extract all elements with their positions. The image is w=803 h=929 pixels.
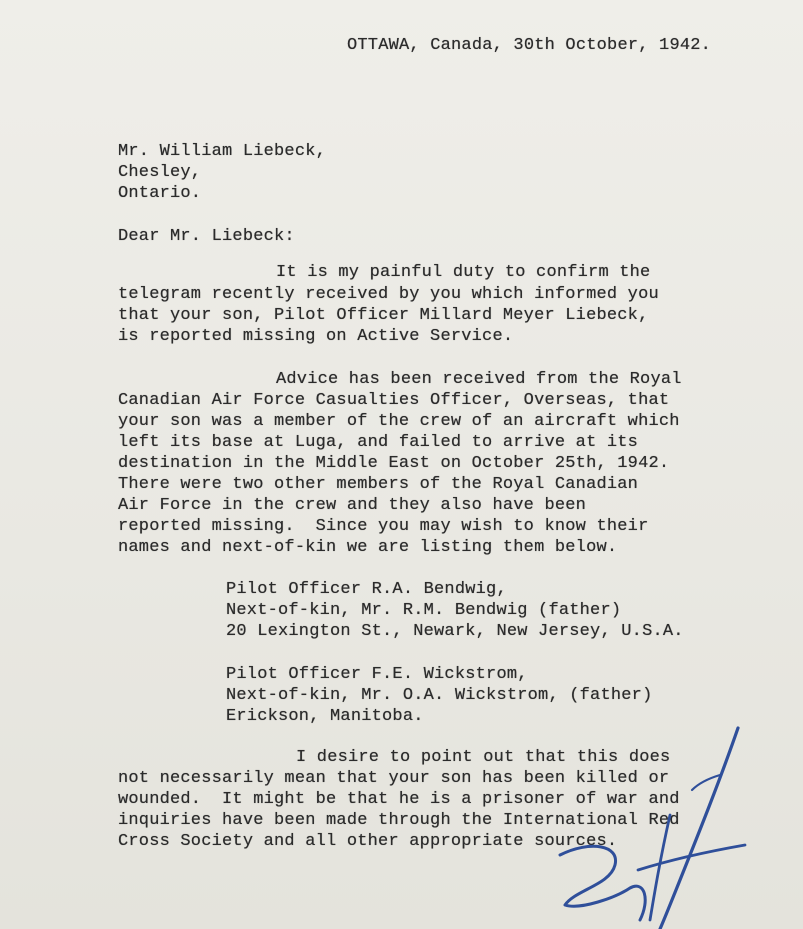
text-line: Advice has been received from the Royal xyxy=(276,370,682,389)
recipient-name: Mr. William Liebeck, xyxy=(118,142,327,161)
text-line: reported missing. Since you may wish to know their xyxy=(118,517,649,536)
handwritten-ink-mark xyxy=(520,720,803,929)
ink-stroke-cross xyxy=(638,815,745,920)
crew-address: 20 Lexington St., Newark, New Jersey, U.S.A. xyxy=(226,622,684,641)
ink-stroke-loop xyxy=(560,846,645,920)
text-line: Air Force in the crew and they also have been xyxy=(118,496,587,515)
crew-name: Pilot Officer F.E. Wickstrom, xyxy=(226,665,528,684)
text-line: Cross Society and all other appropriate sources. xyxy=(118,832,618,851)
crew-name: Pilot Officer R.A. Bendwig, xyxy=(226,580,507,599)
text-line: not necessarily mean that your son has been killed or xyxy=(118,769,670,788)
text-line: destination in the Middle East on October 25th, 1942. xyxy=(118,454,670,473)
text-line: names and next-of-kin we are listing them below. xyxy=(118,538,618,557)
text-line: I desire to point out that this does xyxy=(296,748,671,767)
text-line: wounded. It might be that he is a prisoner of war and xyxy=(118,790,680,809)
text-line: inquiries have been made through the International Red xyxy=(118,811,680,830)
crew-address: Erickson, Manitoba. xyxy=(226,707,424,726)
crew-next-of-kin: Next-of-kin, Mr. O.A. Wickstrom, (father) xyxy=(226,686,653,705)
text-line: your son was a member of the crew of an aircraft which xyxy=(118,412,680,431)
salutation: Dear Mr. Liebeck: xyxy=(118,227,295,246)
ink-stroke-long xyxy=(660,728,738,929)
text-line: left its base at Luga, and failed to arrive at its xyxy=(118,433,639,452)
recipient-town: Chesley, xyxy=(118,163,202,182)
text-line: is reported missing on Active Service. xyxy=(118,327,514,346)
text-line: that your son, Pilot Officer Millard Meyer Liebeck, xyxy=(118,306,649,325)
recipient-province: Ontario. xyxy=(118,184,202,203)
crew-next-of-kin: Next-of-kin, Mr. R.M. Bendwig (father) xyxy=(226,601,622,620)
text-line: telegram recently received by you which informed you xyxy=(118,285,659,304)
dateline: OTTAWA, Canada, 30th October, 1942. xyxy=(347,36,712,55)
text-line: There were two other members of the Royal Canadian xyxy=(118,475,639,494)
text-line: It is my painful duty to confirm the xyxy=(276,263,651,282)
text-line: Canadian Air Force Casualties Officer, Overseas, that xyxy=(118,391,670,410)
